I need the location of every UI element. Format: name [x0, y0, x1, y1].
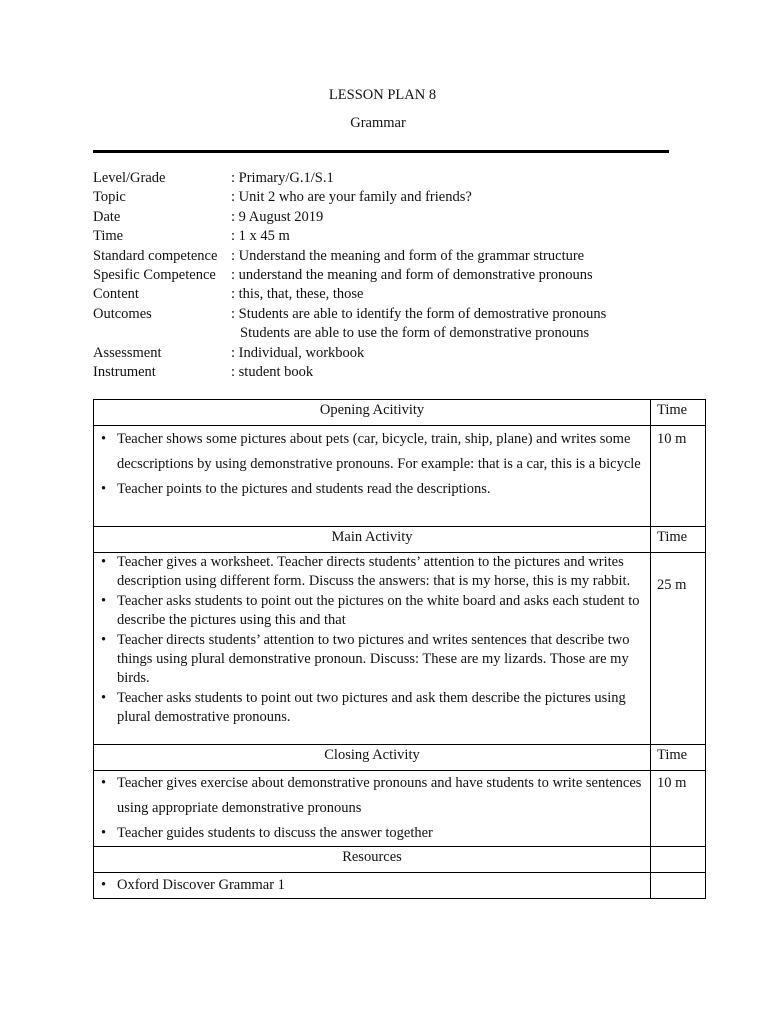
info-value: : Primary/G.1/S.1	[231, 170, 334, 186]
info-label: Time	[93, 228, 124, 245]
info-value: : Understand the meaning and form of the grammar structure	[231, 247, 585, 264]
opening-header-row	[94, 400, 706, 426]
document-title: LESSON PLAN 8	[328, 87, 437, 103]
document-subtitle: Grammar	[350, 115, 406, 131]
list-item: • Teacher directs students’ attention to two pictures and writes sentences that describe two things using plural demonstrative pronoun. Discuss: These are my lizards. Those are my birds.	[117, 631, 646, 689]
info-row-topic	[93, 188, 606, 207]
info-value: : Individual, workbook	[231, 344, 365, 361]
info-label: Topic	[93, 189, 126, 206]
info-value: : this, that, these, those	[231, 286, 364, 303]
header-divider	[93, 150, 669, 153]
list-item: • Teacher shows some pictures about pets (car, bicycle, train, ship, plane) and writes some decscriptions by using demonstrative pronouns. For example: that is a car, this is a bicycle	[117, 427, 646, 477]
closing-body-row	[94, 771, 706, 847]
info-value: : Students are able to identify the form of demostrative pronouns	[231, 305, 607, 322]
info-row-content	[93, 285, 606, 304]
list-item: • Teacher asks students to point out the pictures on the white board and asks each student to describe the pictures using this and that	[117, 592, 646, 631]
resources-header-row	[94, 847, 706, 873]
info-value	[231, 324, 589, 343]
info-label: Instrument	[93, 363, 156, 380]
info-label: Level/Grade	[93, 170, 166, 186]
info-label-empty	[93, 324, 231, 343]
main-list	[94, 553, 650, 728]
list-item: • Teacher gives a worksheet. Teacher directs students’ attention to the pictures and writes description using different form. Discuss the answers: that is my horse, this is my rabbit.	[117, 553, 646, 592]
main-heading: Main Activity	[94, 527, 651, 553]
opening-heading: Opening Acitivity	[94, 400, 651, 426]
info-label: Assessment	[93, 344, 162, 361]
info-value: : understand the meaning and form of demonstrative pronouns	[231, 266, 593, 283]
main-items-cell	[94, 553, 651, 745]
info-row-specific-competence	[93, 266, 606, 285]
info-value: : 9 August 2019	[231, 208, 324, 225]
info-label: Content	[93, 286, 139, 303]
list-item: • Teacher asks students to point out two pictures and ask them describe the pictures using plural demostrative pronouns.	[117, 689, 646, 728]
closing-heading: Closing Activity	[94, 745, 651, 771]
main-header-row	[94, 527, 706, 553]
info-row-outcomes-continued	[93, 324, 606, 343]
info-row-date	[93, 208, 606, 227]
main-time: 25 m	[651, 553, 706, 745]
closing-items-cell	[94, 771, 651, 847]
info-label: Standard competence	[93, 247, 218, 264]
opening-time: 10 m	[651, 426, 706, 527]
info-value: : 1 x 45 m	[231, 228, 290, 245]
info-row-time	[93, 227, 606, 246]
main-body-row	[94, 553, 706, 745]
info-row-level	[93, 169, 606, 188]
info-row-instrument	[93, 363, 606, 382]
info-row-standard-competence	[93, 247, 606, 266]
info-row-assessment	[93, 344, 606, 363]
resources-items-cell	[94, 873, 651, 899]
list-item: • Teacher gives exercise about demonstrative pronouns and have students to write sentences using appropriate demonstrative pronouns	[117, 771, 646, 821]
closing-header-row	[94, 745, 706, 771]
info-value: : student book	[231, 363, 314, 380]
info-label: Outcomes	[93, 305, 152, 322]
time-heading: Time	[651, 745, 706, 771]
info-value-continuation: Students are able to use the form of demonstrative pronouns	[240, 325, 590, 342]
opening-list	[94, 427, 650, 502]
resources-time-empty	[651, 847, 706, 873]
resources-heading: Resources	[94, 847, 651, 873]
opening-body-row	[94, 426, 706, 527]
time-heading: Time	[651, 400, 706, 426]
info-row-outcomes	[93, 305, 606, 324]
opening-items-cell	[94, 426, 651, 527]
activity-table	[93, 399, 706, 899]
info-value: : Unit 2 who are your family and friends?	[231, 189, 472, 206]
lesson-info	[93, 169, 606, 382]
resources-list	[94, 873, 650, 898]
resources-time-cell-empty	[651, 873, 706, 899]
closing-time: 10 m	[651, 771, 706, 847]
closing-list	[94, 771, 650, 846]
info-label: Spesific Competence	[93, 266, 216, 283]
list-item: • Teacher points to the pictures and students read the descriptions.	[117, 477, 646, 502]
time-heading: Time	[651, 527, 706, 553]
list-item: • Oxford Discover Grammar 1	[117, 873, 646, 898]
list-item: • Teacher guides students to discuss the answer together	[117, 821, 646, 846]
resources-body-row	[94, 873, 706, 899]
info-label: Date	[93, 208, 121, 225]
